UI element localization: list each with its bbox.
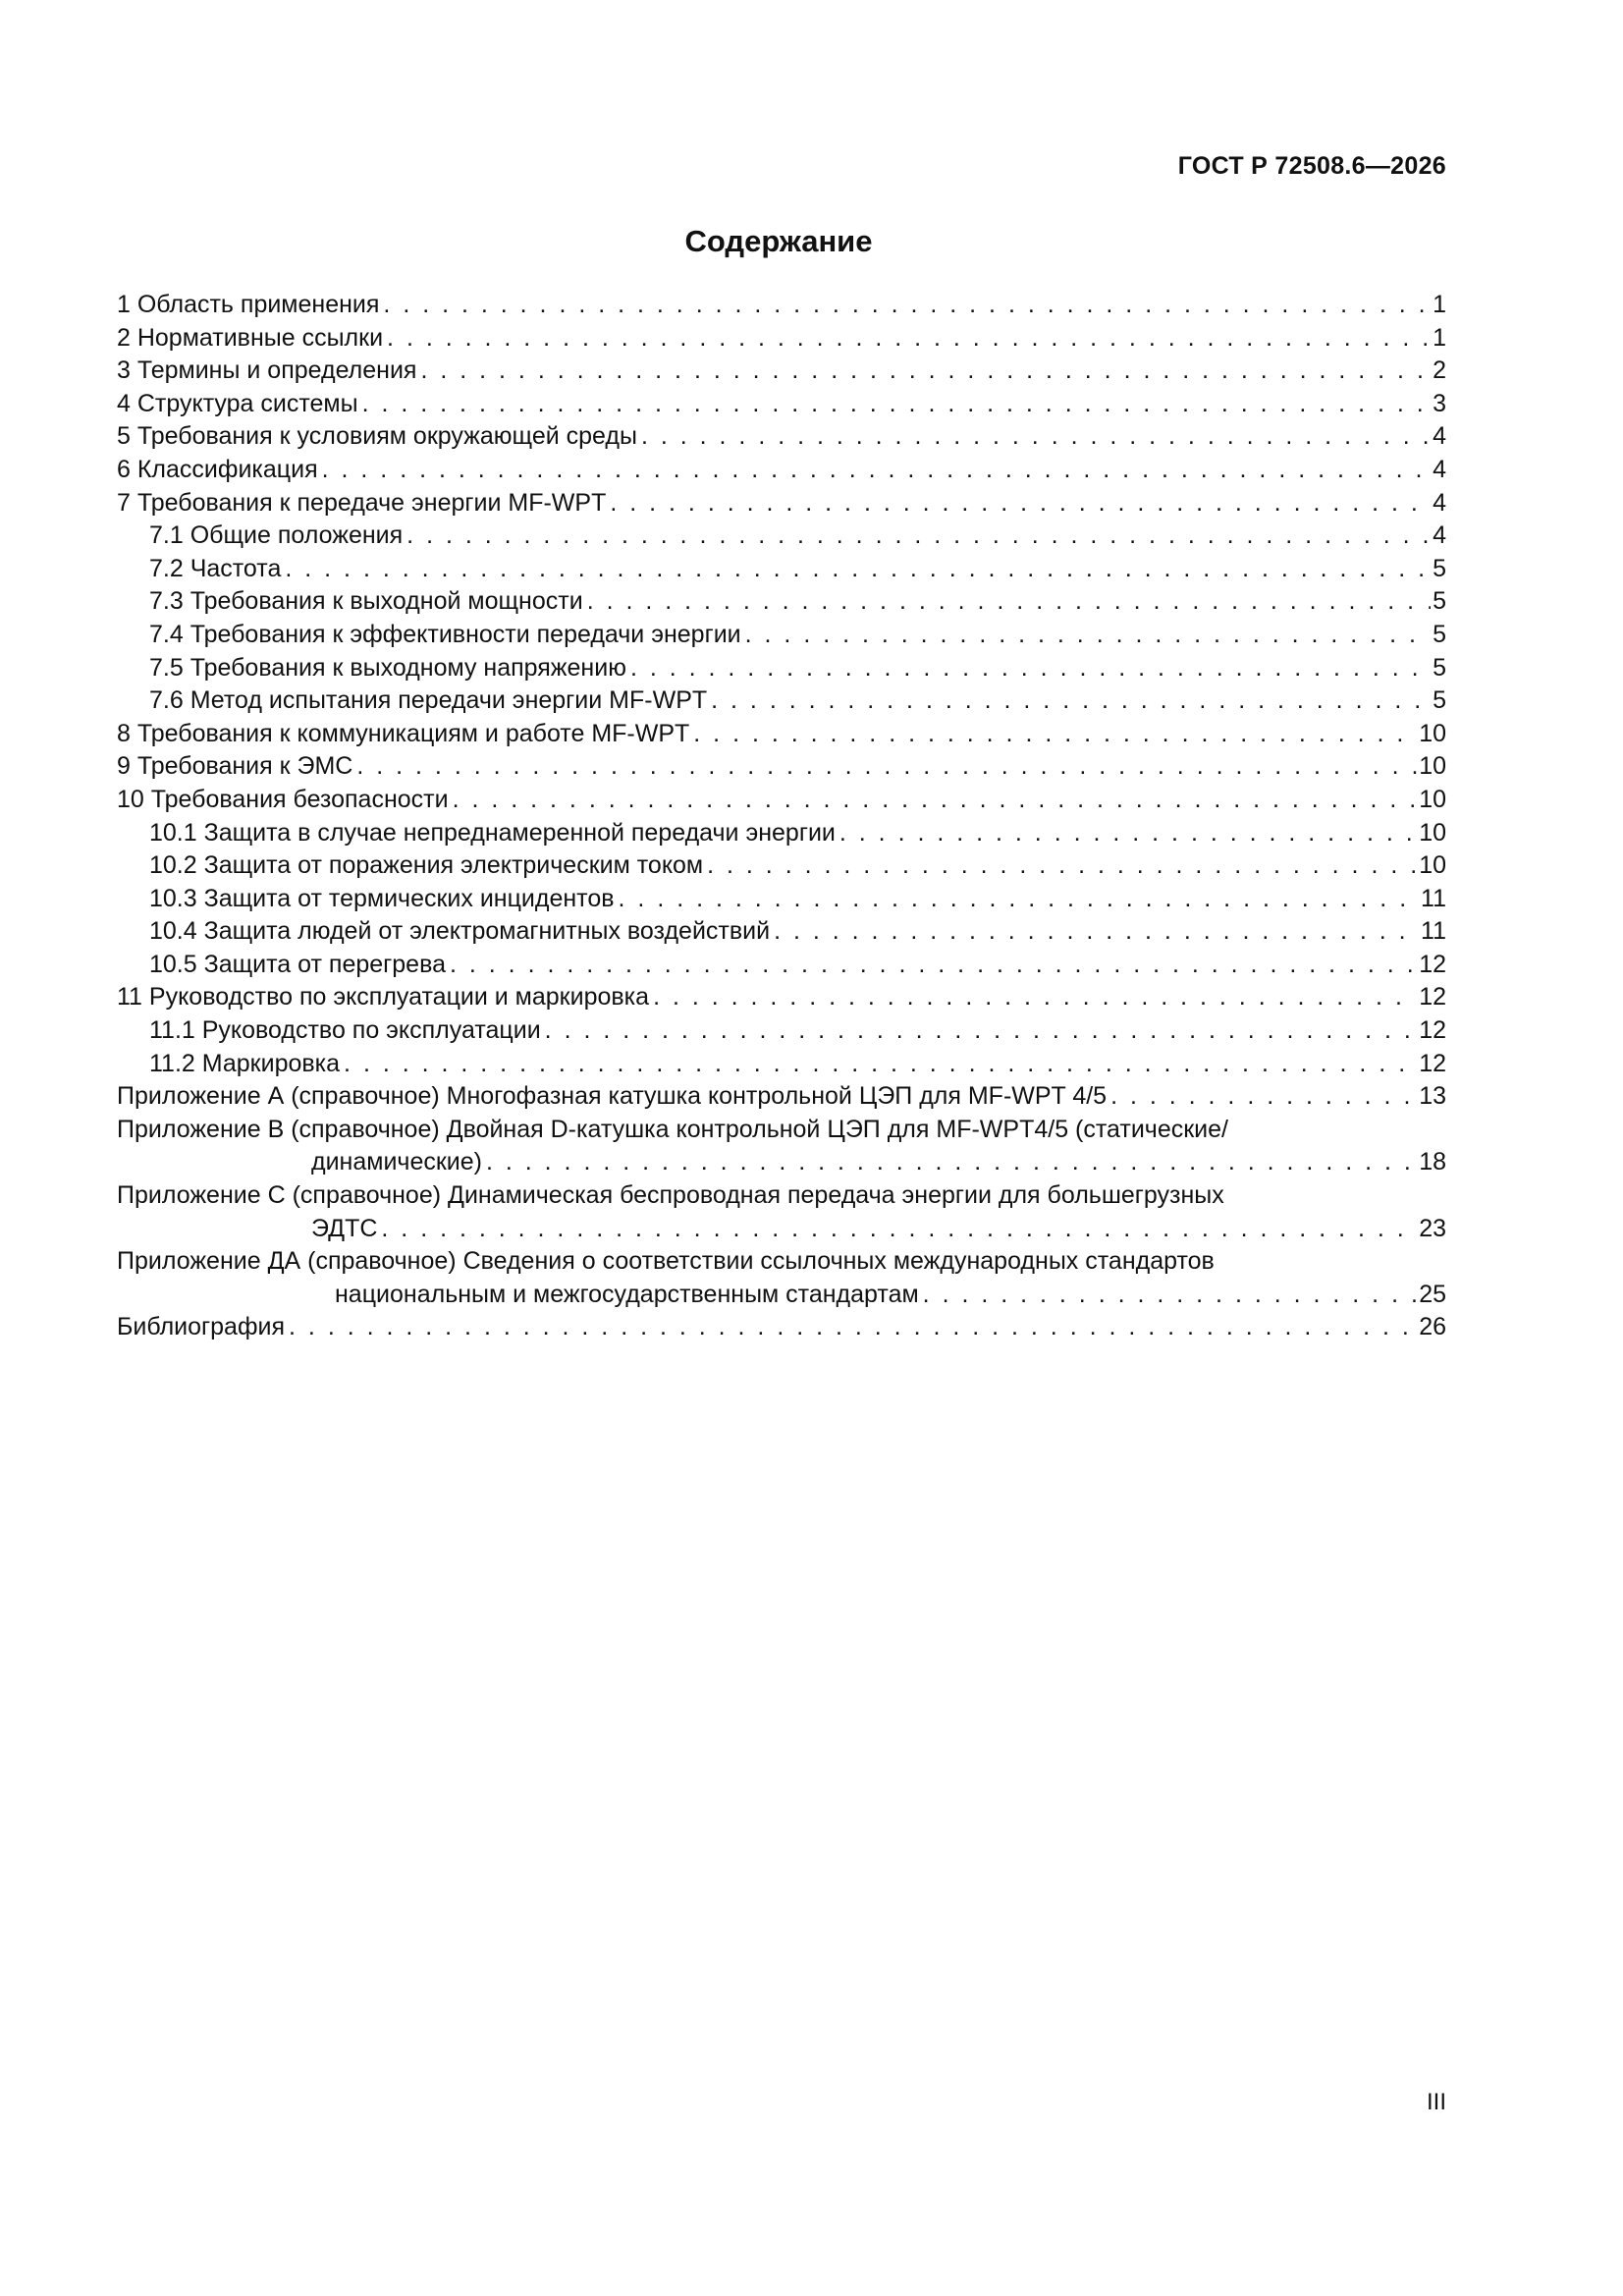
- toc-page: 5: [1433, 686, 1446, 715]
- toc-label: 7.3 Требования к выходной мощности: [149, 587, 583, 616]
- toc-label: 10.1 Защита в случае непреднамеренной передачи энергии: [149, 818, 836, 847]
- toc-label: 7.1 Общие положения: [149, 521, 404, 550]
- dot-leader: [1110, 1080, 1417, 1114]
- toc-entry[interactable]: [117, 289, 1446, 322]
- toc-label: ЭДТС: [311, 1214, 378, 1242]
- toc-label: 3 Термины и определения: [117, 356, 417, 385]
- toc-page: 11: [1421, 884, 1446, 912]
- toc-label: 7.6 Метод испытания передачи энергии MF-WPT: [149, 686, 708, 715]
- toc-entry[interactable]: [117, 420, 1446, 454]
- dot-leader: [420, 355, 1431, 388]
- dot-leader: [745, 619, 1431, 652]
- toc-page: 5: [1433, 554, 1446, 582]
- toc-subentry[interactable]: [117, 652, 1446, 685]
- dot-leader: [653, 981, 1417, 1014]
- toc-label: динамические): [311, 1148, 482, 1176]
- toc-entry[interactable]: [117, 322, 1446, 355]
- toc-entry[interactable]: [117, 388, 1446, 421]
- dot-leader: [630, 652, 1431, 685]
- toc-entry[interactable]: [117, 750, 1446, 784]
- toc-label: Библиография: [117, 1313, 286, 1341]
- toc-page: 10: [1419, 752, 1446, 781]
- dot-leader: [344, 1048, 1417, 1081]
- dot-leader: [356, 750, 1417, 784]
- toc-entry-bibliography[interactable]: [117, 1311, 1446, 1344]
- dot-leader: [923, 1279, 1418, 1312]
- dot-leader: [285, 553, 1431, 586]
- toc-page: 2: [1433, 356, 1446, 385]
- dot-leader: [387, 322, 1431, 355]
- dot-leader: [322, 454, 1431, 487]
- toc-entry[interactable]: [117, 718, 1446, 751]
- toc-page: 18: [1419, 1148, 1446, 1176]
- toc-page: 23: [1419, 1214, 1446, 1242]
- toc-label: 1 Область применения: [117, 291, 380, 318]
- toc-subentry[interactable]: [117, 949, 1446, 982]
- toc-entry[interactable]: [117, 1080, 1446, 1114]
- toc-page: 11: [1421, 917, 1446, 946]
- dot-leader: [707, 849, 1417, 883]
- toc-page: 3: [1433, 389, 1446, 417]
- toc-label: национальным и межгосударственным стандартам: [335, 1280, 919, 1308]
- toc-page: 5: [1433, 620, 1446, 648]
- dot-leader: [774, 915, 1419, 949]
- dot-leader: [289, 1311, 1417, 1344]
- toc-page: 1: [1433, 291, 1446, 318]
- toc-subentry[interactable]: [117, 849, 1446, 883]
- toc-subentry[interactable]: [117, 684, 1446, 718]
- dot-leader: [587, 585, 1431, 619]
- dot-leader: [839, 817, 1417, 850]
- toc-entry-appendix-b-line2[interactable]: [117, 1146, 1446, 1179]
- toc-page: 12: [1419, 950, 1446, 978]
- dot-leader: [711, 684, 1431, 718]
- toc-entry[interactable]: [117, 454, 1446, 487]
- dot-leader: [383, 289, 1431, 322]
- dot-leader: [693, 718, 1417, 751]
- toc-page: 12: [1419, 1016, 1446, 1045]
- toc-page: 13: [1419, 1082, 1446, 1111]
- toc-page: 4: [1433, 422, 1446, 451]
- toc-page: 1: [1433, 323, 1446, 352]
- toc-label: 10 Требования безопасности: [117, 785, 449, 813]
- dot-leader: [545, 1014, 1418, 1048]
- toc-label: 10.2 Защита от поражения электрическим током: [149, 851, 704, 880]
- toc-label: 11.1 Руководство по эксплуатации: [149, 1016, 541, 1045]
- toc-entry-appendix-b-line1[interactable]: Приложение В (справочное) Двойная D-катушка контрольной ЦЭП для MF-WPT4/5 (статические/: [117, 1115, 1228, 1143]
- toc-label: 7.2 Частота: [149, 554, 282, 582]
- toc-label: 5 Требования к условиям окружающей среды: [117, 422, 637, 451]
- toc-label: 4 Структура системы: [117, 389, 358, 417]
- dot-leader: [453, 784, 1418, 817]
- toc-subentry[interactable]: [117, 553, 1446, 586]
- toc-subentry[interactable]: [117, 519, 1446, 553]
- toc-page: 10: [1419, 851, 1446, 880]
- toc-page: 10: [1419, 719, 1446, 747]
- toc-label: 7.5 Требования к выходному напряжению: [149, 653, 626, 682]
- toc-entry-appendix-c-line2[interactable]: [117, 1213, 1446, 1246]
- toc-label: 7.4 Требования к эффективности передачи энергии: [149, 620, 741, 648]
- toc-label: 10.5 Защита от перегрева: [149, 950, 446, 978]
- dot-leader: [381, 1213, 1417, 1246]
- page-number: III: [1426, 2089, 1446, 2115]
- toc-entry[interactable]: [117, 355, 1446, 388]
- toc-label: 6 Классификация: [117, 455, 318, 483]
- toc-label: 11.2 Маркировка: [149, 1049, 341, 1077]
- toc-page: 4: [1433, 488, 1446, 517]
- dot-leader: [406, 519, 1431, 553]
- toc-subentry[interactable]: [117, 1048, 1446, 1081]
- toc-label: 11 Руководство по эксплуатации и маркировка: [117, 983, 650, 1011]
- toc-page: 25: [1419, 1280, 1446, 1308]
- toc-entry[interactable]: [117, 487, 1446, 520]
- toc-page: 10: [1419, 818, 1446, 847]
- toc-page: 10: [1419, 785, 1446, 813]
- toc-label: 7 Требования к передаче энергии MF-WPT: [117, 488, 607, 517]
- document-id: ГОСТ Р 72508.6—2026: [1177, 152, 1446, 180]
- toc-subentry[interactable]: [117, 817, 1446, 850]
- dot-leader: [450, 949, 1417, 982]
- dot-leader: [641, 420, 1431, 454]
- toc-subentry[interactable]: [117, 585, 1446, 619]
- table-of-contents: [117, 289, 1446, 1344]
- toc-label: 9 Требования к ЭМС: [117, 752, 353, 781]
- toc-entry[interactable]: [117, 981, 1446, 1014]
- dot-leader: [619, 883, 1420, 916]
- toc-entry-appendix-c-line1[interactable]: Приложение С (справочное) Динамическая беспроводная передача энергии для большегрузных: [117, 1181, 1224, 1210]
- toc-page: 26: [1419, 1313, 1446, 1341]
- toc-page: 12: [1419, 983, 1446, 1011]
- toc-subentry[interactable]: [117, 1014, 1446, 1048]
- toc-page: 4: [1433, 521, 1446, 550]
- toc-label: 10.3 Защита от термических инцидентов: [149, 884, 615, 912]
- toc-entry[interactable]: [117, 784, 1446, 817]
- toc-label: Приложение А (справочное) Многофазная катушка контрольной ЦЭП для MF-WPT 4/5: [117, 1082, 1108, 1111]
- toc-label: 8 Требования к коммуникациям и работе MF-WPT: [117, 719, 690, 747]
- toc-subentry[interactable]: [117, 915, 1446, 949]
- toc-label: 10.4 Защита людей от электромагнитных воздействий: [149, 917, 771, 946]
- toc-entry-appendix-da-line1[interactable]: Приложение ДА (справочное) Сведения о соответствии ссылочных международных стандартов: [117, 1247, 1215, 1276]
- toc-page: 12: [1419, 1049, 1446, 1077]
- page-title: Содержание: [684, 224, 873, 258]
- toc-label: 2 Нормативные ссылки: [117, 323, 384, 352]
- toc-subentry[interactable]: [117, 883, 1446, 916]
- toc-entry-appendix-da-line2[interactable]: [117, 1279, 1446, 1312]
- toc-page: 4: [1433, 455, 1446, 483]
- toc-page: 5: [1433, 653, 1446, 682]
- dot-leader: [362, 388, 1432, 421]
- toc-page: 5: [1433, 587, 1446, 616]
- dot-leader: [610, 487, 1431, 520]
- toc-subentry[interactable]: [117, 619, 1446, 652]
- dot-leader: [486, 1146, 1417, 1179]
